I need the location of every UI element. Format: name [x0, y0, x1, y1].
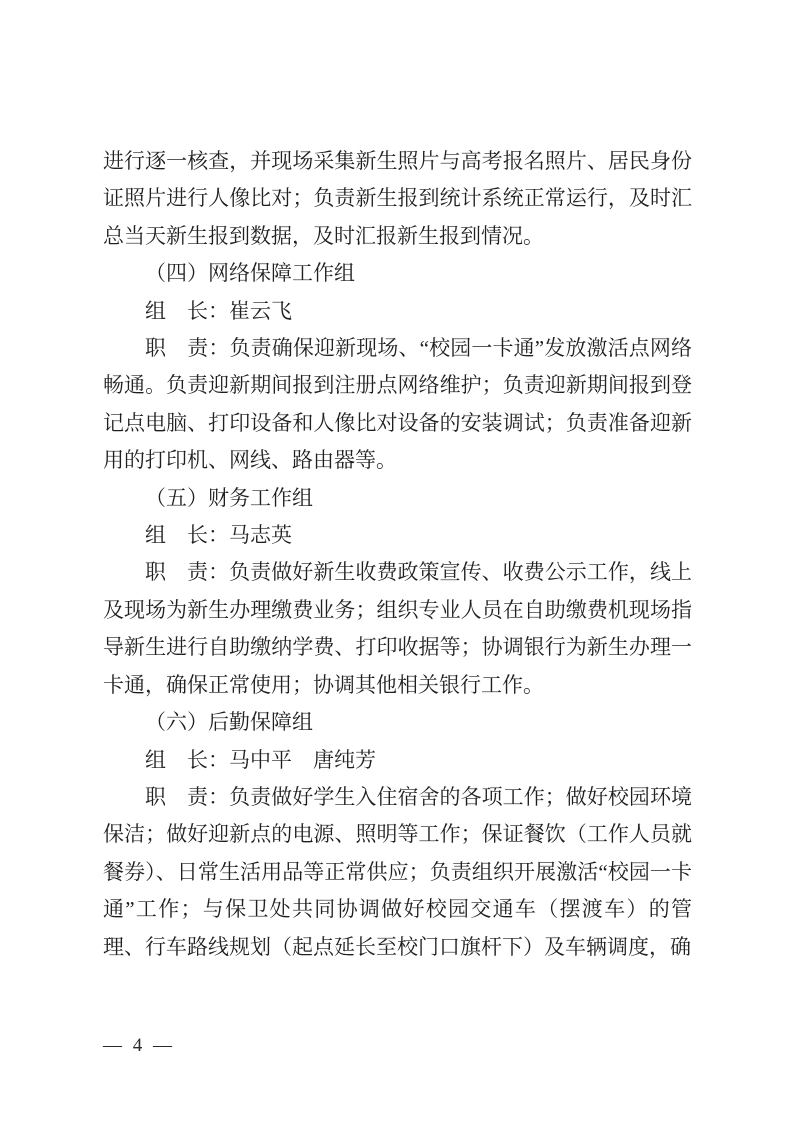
paragraph: 职 责：负责做好学生入住宿舍的各项工作；做好校园环境保洁；做好迎新点的电源、照明等工作；保证餐饮（工作人员就餐券）、日常生活用品等正常供应；负责组织开展激活“校园一卡通”工作；与保卫处共同协调做好校园交通车（摆渡车）的管理、行车路线规划（起点延长至校门口旗杆下）及车辆调度，确 — [103, 784, 692, 959]
document-body — [103, 143, 692, 966]
paragraph: 职 责：负责确保迎新现场、“校园一卡通”发放激活点网络畅通。负责迎新期间报到注册点网络维护；负责迎新期间报到登记点电脑、打印设备和人像比对设备的安装调试；负责准备迎新用的打印机、网线、路由器等。 — [103, 336, 692, 473]
paragraph: （五）财务工作组 — [145, 485, 313, 510]
page-footer — [103, 1034, 175, 1058]
paragraph: 进行逐一核查，并现场采集新生照片与高考报名照片、居民身份证照片进行人像比对；负责新生报到统计系统正常运行，及时汇总当天新生报到数据，及时汇报新生报到情况。 — [103, 149, 692, 248]
paragraph: 组 长：马志英 — [145, 523, 292, 548]
paragraph: 组 长：马中平 唐纯芳 — [145, 747, 376, 772]
paragraph: （六）后勤保障组 — [145, 710, 313, 735]
paragraph: （四）网络保障工作组 — [145, 261, 355, 286]
page-number: — 4 — — [103, 1035, 175, 1056]
paragraph: 组 长：崔云飞 — [145, 298, 292, 323]
paragraph: 职 责：负责做好新生收费政策宣传、收费公示工作，线上及现场为新生办理缴费业务；组织专业人员在自助缴费机现场指导新生进行自助缴纳学费、打印收据等；协调银行为新生办理一卡通，确保正常使用；协调其他相关银行工作。 — [103, 560, 692, 697]
